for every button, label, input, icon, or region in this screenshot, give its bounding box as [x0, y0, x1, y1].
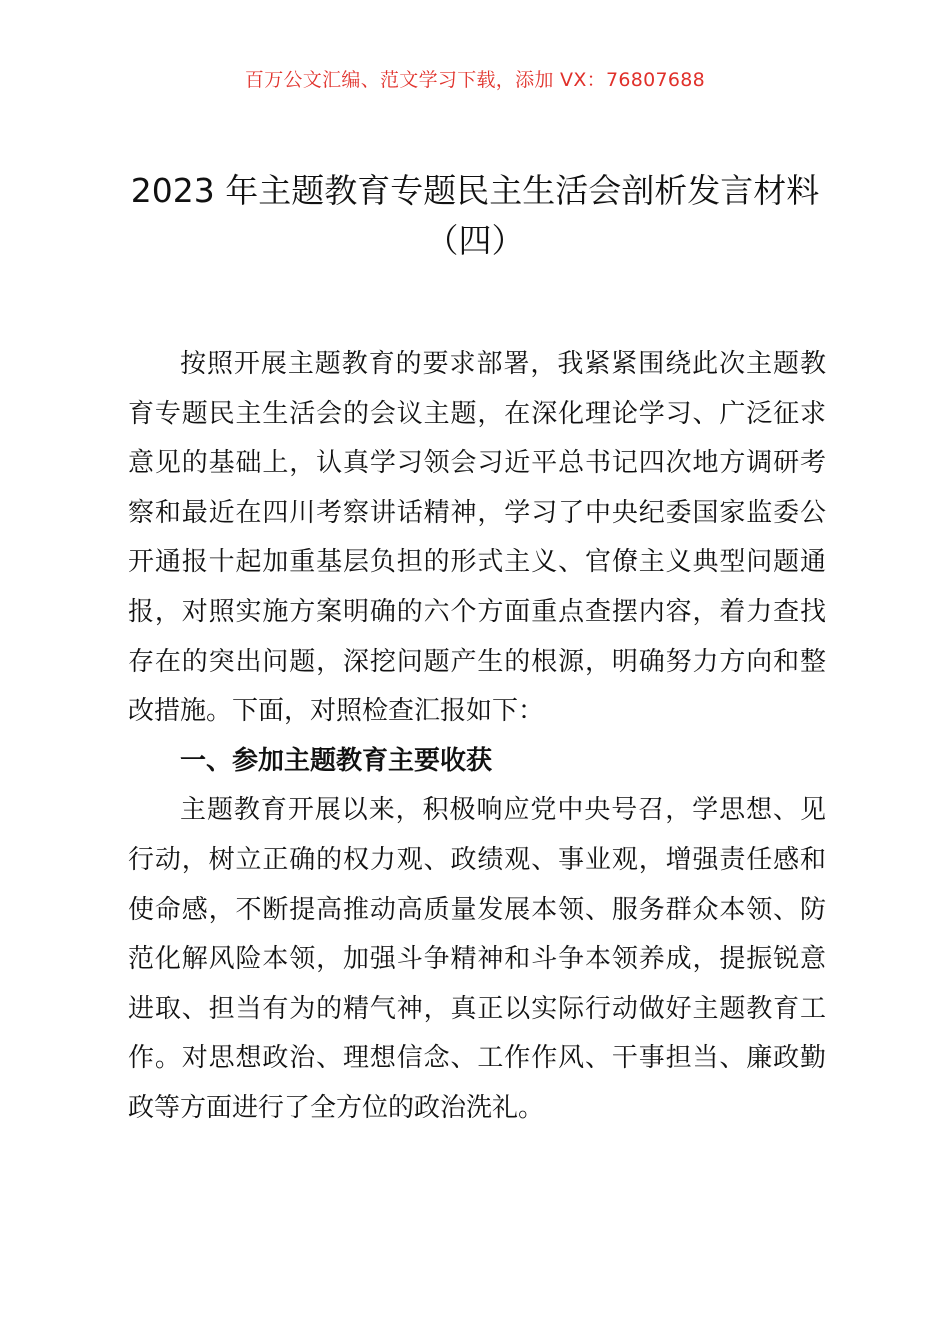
- section-1-heading: 一、参加主题教育主要收获: [180, 745, 493, 776]
- document-body: [128, 340, 826, 1134]
- header-note: 百万公文汇编、范文学习下载，添加 VX：76807688: [244, 69, 706, 91]
- document-title: 2023 年主题教育专题民主生活会剖析发言材料（四）: [130, 171, 820, 260]
- section-1-paragraph: 主题教育开展以来，积极响应党中央号召，学思想、见行动，树立正确的权力观、政绩观、事业观，增强责任感和使命感，不断提高推动高质量发展本领、服务群众本领、防范化解风险本领，加强斗争精神和斗争本领养成，提振锐意进取、担当有为的精气神，真正以实际行动做好主题教育工作。对思想政治、理想信念、工作作风、干事担当、廉政勤政等方面进行了全方位的政治洗礼。: [128, 795, 826, 1123]
- intro-paragraph: 按照开展主题教育的要求部署，我紧紧围绕此次主题教育专题民主生活会的会议主题，在深化理论学习、广泛征求意见的基础上，认真学习领会习近平总书记四次地方调研考察和最近在四川考察讲话精神，学习了中央纪委国家监委公开通报十起加重基层负担的形式主义、官僚主义典型问题通报，对照实施方案明确的六个方面重点查摆内容，着力查找存在的突出问题，深挖问题产生的根源，明确努力方向和整改措施。下面，对照检查汇报如下：: [128, 349, 826, 727]
